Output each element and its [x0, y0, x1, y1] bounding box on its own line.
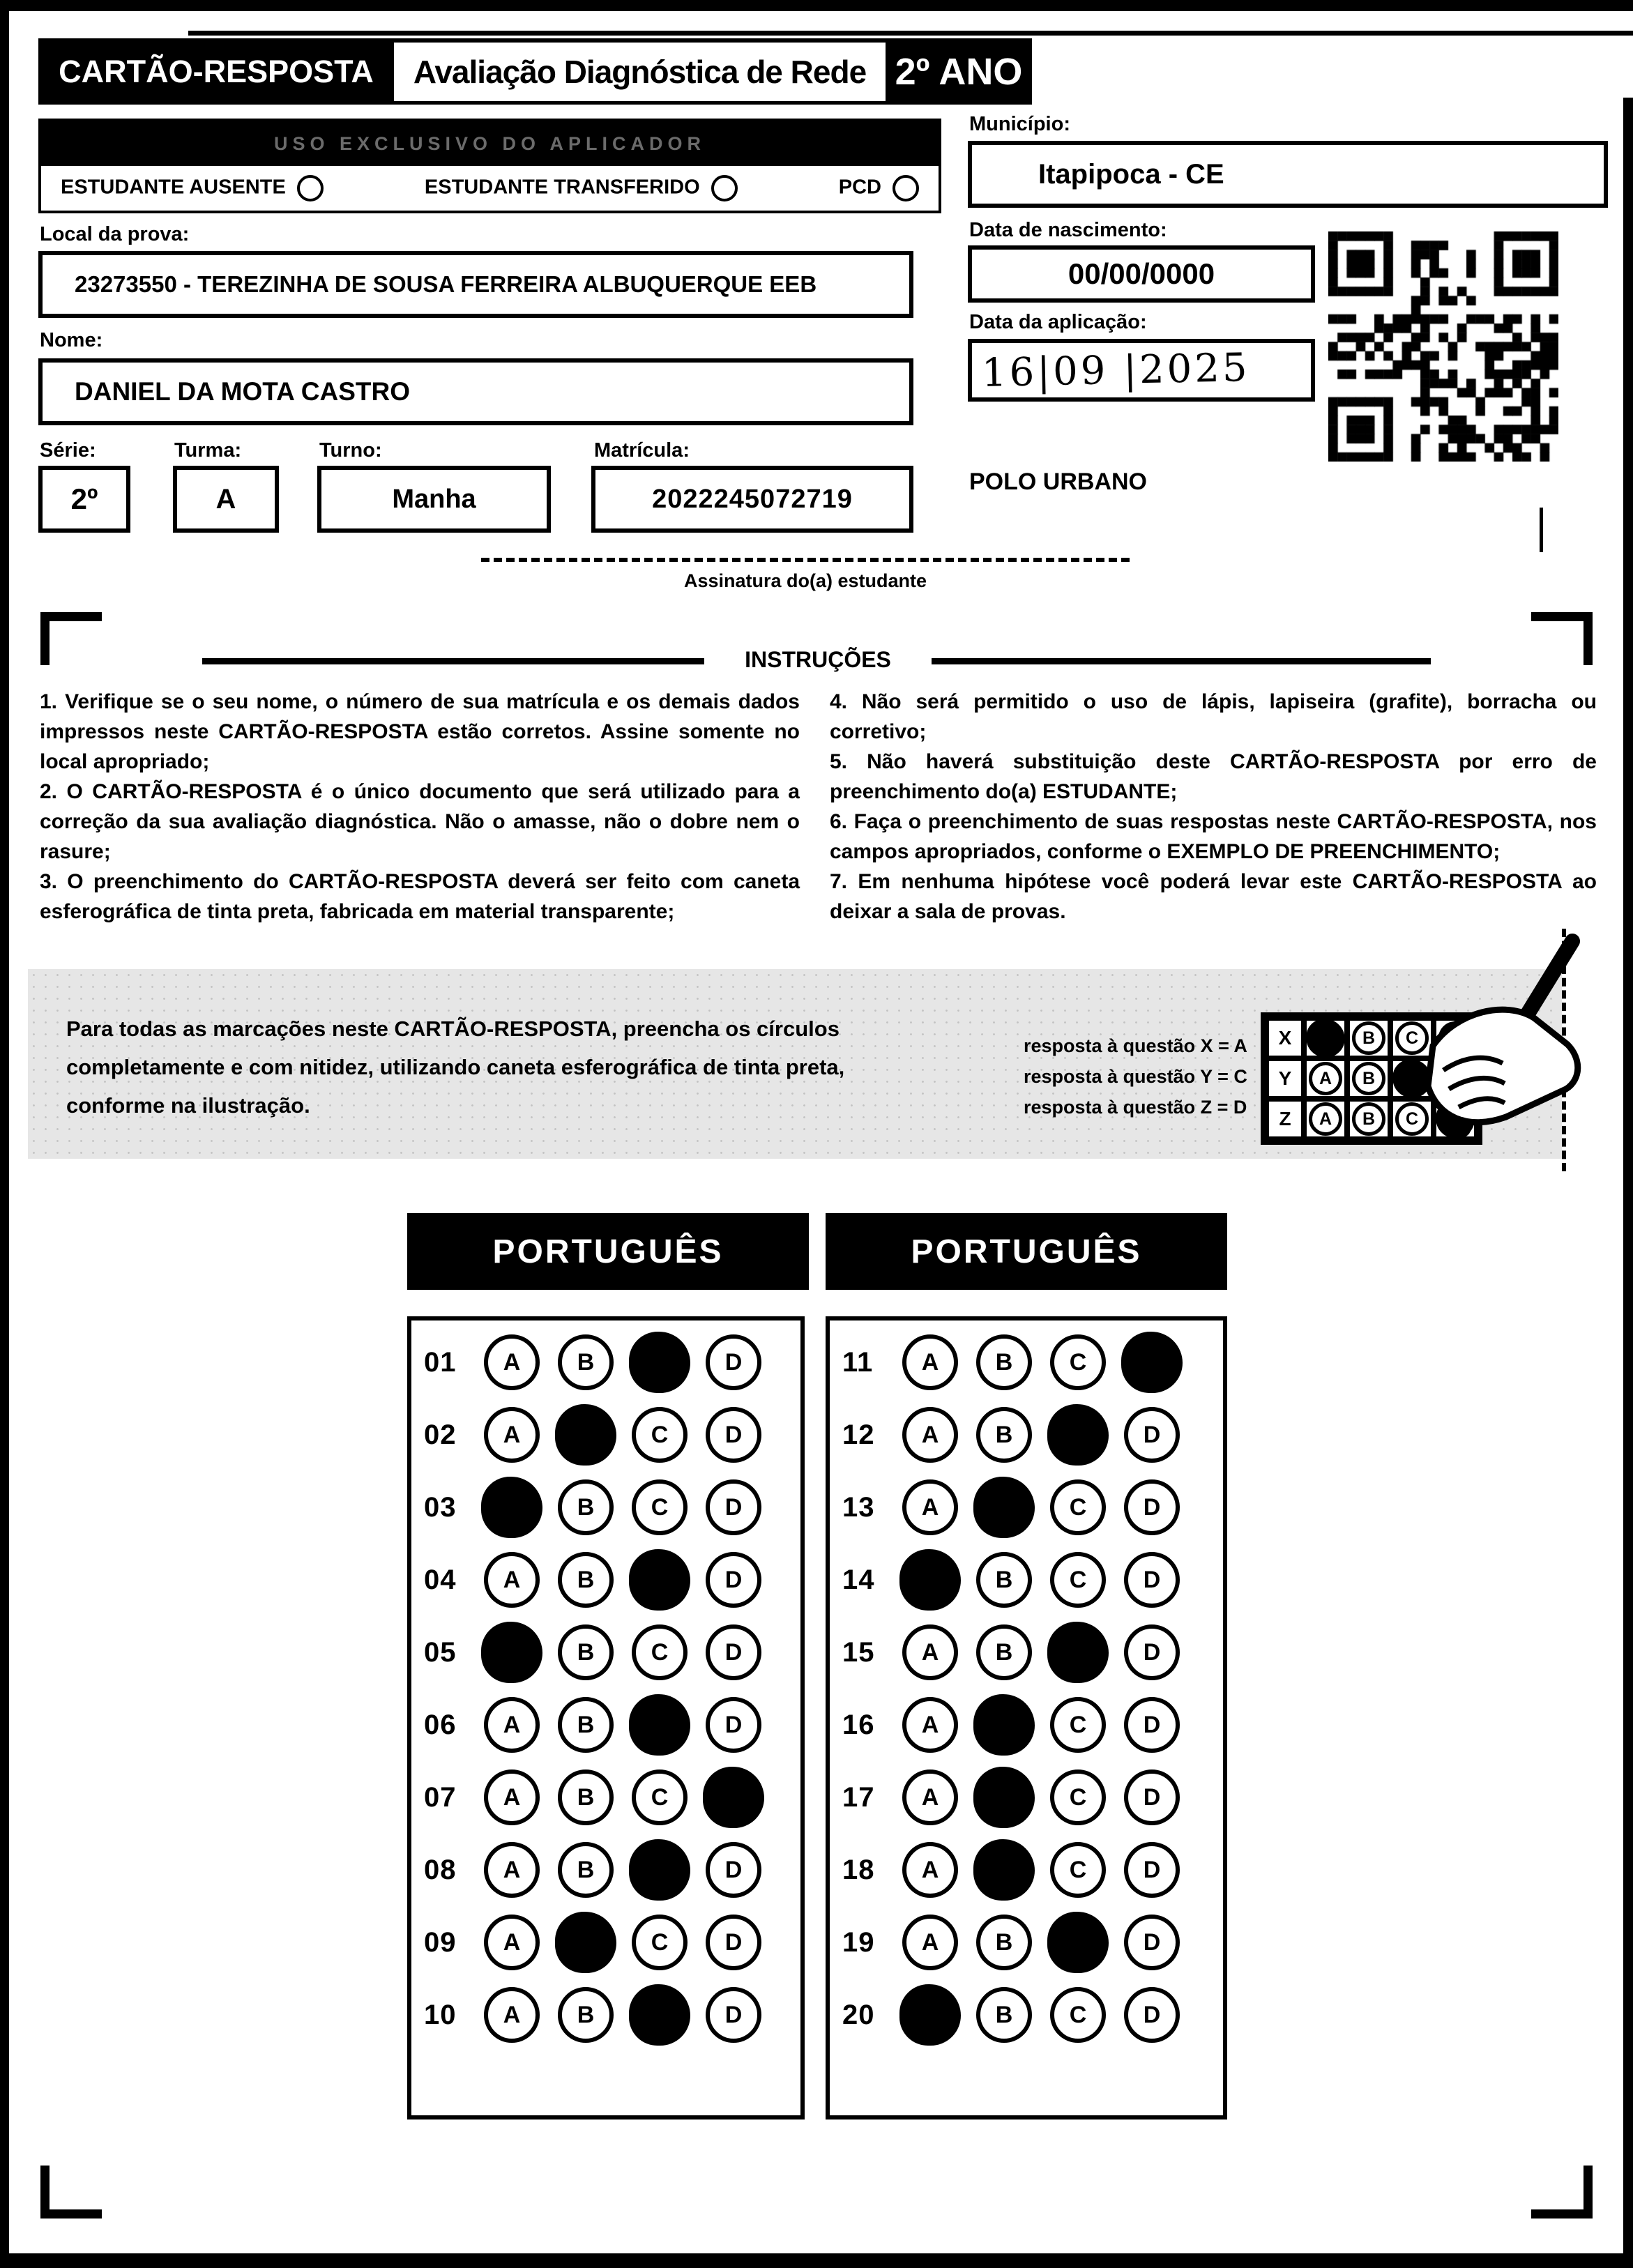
question-number: 09: [424, 1926, 457, 1958]
answer-bubble-12-A[interactable]: A: [902, 1407, 958, 1463]
answer-bubble-07-C[interactable]: C: [632, 1770, 688, 1825]
instructions-right-column: [830, 687, 1597, 927]
question-number: 04: [424, 1564, 457, 1595]
answer-bubble-09-D[interactable]: D: [706, 1915, 761, 1970]
answer-row-06: [411, 1689, 800, 1761]
answer-bubble-08-D[interactable]: D: [706, 1842, 761, 1898]
answer-bubble-16-C[interactable]: C: [1050, 1697, 1106, 1753]
aplicador-option-2: [839, 175, 919, 201]
answer-bubble-02-A[interactable]: A: [484, 1407, 540, 1463]
answer-bubble-filled-04-C[interactable]: [629, 1549, 690, 1611]
aplicador-box: [38, 119, 941, 213]
aplicacao-handwritten-date: 16|09 |2025: [981, 344, 1251, 396]
question-number: 18: [842, 1854, 875, 1885]
answer-bubble-filled-07-D[interactable]: [703, 1767, 764, 1828]
answer-row-07: [411, 1761, 800, 1834]
question-number: 13: [842, 1491, 875, 1523]
example-option-cell: [1304, 1099, 1347, 1139]
answer-bubble-09-A[interactable]: A: [484, 1915, 540, 1970]
instructions-left-column: [40, 687, 800, 927]
nascimento-label: Data de nascimento:: [969, 219, 1167, 241]
instruction-item: 4. Não será permitido o uso de lápis, lapiseira (grafite), borracha ou corretivo;: [830, 690, 1597, 743]
answer-bubble-filled-11-D[interactable]: [1121, 1332, 1183, 1393]
answer-bubble-05-B[interactable]: B: [558, 1624, 614, 1680]
answer-bubble-08-A[interactable]: A: [484, 1842, 540, 1898]
answer-bubble-filled-10-C[interactable]: [629, 1984, 690, 2046]
answer-bubble-02-D[interactable]: D: [706, 1407, 761, 1463]
question-number: 01: [424, 1346, 457, 1378]
answer-bubble-03-B[interactable]: B: [558, 1479, 614, 1535]
answer-row-10: [411, 1979, 800, 2051]
aplicador-options-row: [41, 166, 939, 211]
answer-bubble-16-A[interactable]: A: [902, 1697, 958, 1753]
answer-bubble-filled-05-A[interactable]: [481, 1622, 542, 1683]
answer-bubble-12-D[interactable]: D: [1124, 1407, 1180, 1463]
answer-bubble-13-A[interactable]: A: [902, 1479, 958, 1535]
answer-bubble-08-B[interactable]: B: [558, 1842, 614, 1898]
example-bubble: B: [1352, 1102, 1385, 1136]
answer-bubble-15-B[interactable]: B: [976, 1624, 1032, 1680]
section-header-portugues-2: PORTUGUÊS: [826, 1213, 1227, 1290]
answer-row-08: [411, 1834, 800, 1906]
answer-row-16: [830, 1689, 1223, 1761]
answer-bubble-05-D[interactable]: D: [706, 1624, 761, 1680]
answer-grid-questions-01-10: [407, 1316, 805, 2119]
turma-field: A: [173, 466, 279, 533]
answer-bubble-filled-18-B[interactable]: [973, 1839, 1035, 1901]
polo-label: POLO URBANO: [969, 469, 1147, 495]
answer-bubble-11-B[interactable]: B: [976, 1334, 1032, 1390]
question-number: 12: [842, 1419, 875, 1450]
aplicador-option-label: ESTUDANTE AUSENTE: [61, 176, 286, 199]
example-option-cell: [1347, 1058, 1390, 1099]
answer-bubble-17-A[interactable]: A: [902, 1770, 958, 1825]
answer-bubble-11-A[interactable]: A: [902, 1334, 958, 1390]
example-legend-line: resposta à questão Y = C: [1024, 1066, 1247, 1087]
answer-bubble-01-A[interactable]: A: [484, 1334, 540, 1390]
card-title: CARTÃO-RESPOSTA: [59, 53, 374, 89]
answer-bubble-filled-20-A[interactable]: [899, 1984, 961, 2046]
answer-bubble-19-D[interactable]: D: [1124, 1915, 1180, 1970]
answer-row-14: [830, 1544, 1223, 1616]
instruction-item: 2. O CARTÃO-RESPOSTA é o único documento que será utilizado para a correção da sua avaliação diagnóstica. Não o amasse, não o dobre nem o rasure;: [40, 780, 800, 863]
answer-bubble-14-C[interactable]: C: [1050, 1552, 1106, 1608]
answer-row-19: [830, 1906, 1223, 1979]
answer-bubble-09-C[interactable]: C: [632, 1915, 688, 1970]
example-legend: [1024, 1030, 1247, 1122]
example-question-label: Y: [1266, 1058, 1304, 1099]
question-number: 05: [424, 1636, 457, 1668]
answer-row-18: [830, 1834, 1223, 1906]
aplicador-option-circle[interactable]: [297, 175, 324, 201]
answer-row-11: [830, 1326, 1223, 1399]
example-legend-line: resposta à questão X = A: [1024, 1035, 1247, 1056]
corner-mark-top-left: [40, 612, 102, 665]
instructions-title: INSTRUÇÕES: [745, 647, 891, 672]
scan-edge-bottom: [0, 2253, 1633, 2268]
local-label: Local da prova:: [40, 223, 190, 245]
example-bubble-filled: [1306, 1019, 1344, 1057]
answer-bubble-filled-01-C[interactable]: [629, 1332, 690, 1393]
question-number: 15: [842, 1636, 875, 1668]
example-legend-line: resposta à questão Z = D: [1024, 1097, 1247, 1118]
answer-bubble-19-A[interactable]: A: [902, 1915, 958, 1970]
question-number: 10: [424, 1999, 457, 2030]
question-number: 02: [424, 1419, 457, 1450]
example-note: Para todas as marcações neste CARTÃO-RESPOSTA, preencha os círculos completamente e com nitidez, utilizando caneta esferográfica de tinta preta, conforme na ilustração.: [66, 1017, 845, 1118]
answer-bubble-filled-15-C[interactable]: [1047, 1622, 1109, 1683]
answer-row-01: [411, 1326, 800, 1399]
aplicacao-field[interactable]: [968, 339, 1315, 402]
scan-artifact-tick: [1540, 508, 1543, 552]
scan-edge-top: [0, 0, 1633, 11]
answer-bubble-17-D[interactable]: D: [1124, 1770, 1180, 1825]
question-number: 11: [842, 1346, 874, 1378]
answer-bubble-04-B[interactable]: B: [558, 1552, 614, 1608]
answer-bubble-01-D[interactable]: D: [706, 1334, 761, 1390]
signature-label: Assinatura do(a) estudante: [683, 570, 927, 591]
question-number: 14: [842, 1564, 875, 1595]
aplicador-option-label: PCD: [838, 176, 881, 199]
question-number: 16: [842, 1709, 875, 1740]
answer-bubble-18-D[interactable]: D: [1124, 1842, 1180, 1898]
answer-bubble-filled-12-C[interactable]: [1047, 1404, 1109, 1466]
example-bubble: B: [1352, 1062, 1385, 1095]
nascimento-field: 00/00/0000: [968, 245, 1315, 303]
answer-bubble-19-B[interactable]: B: [976, 1915, 1032, 1970]
serie-field: 2º: [38, 466, 130, 533]
answer-bubble-14-D[interactable]: D: [1124, 1552, 1180, 1608]
corner-mark-bottom-left: [40, 2166, 102, 2218]
answer-bubble-04-A[interactable]: A: [484, 1552, 540, 1608]
turno-field: Manha: [317, 466, 551, 533]
scan-edge-right: [1623, 98, 1633, 2268]
instruction-item: 5. Não haverá substituição deste CARTÃO-RESPOSTA por erro de preenchimento do(a) ESTUDANTE;: [830, 750, 1597, 803]
exam-title: Avaliação Diagnóstica de Rede: [394, 43, 886, 101]
answer-row-20: [830, 1979, 1223, 2051]
municipio-field: Itapipoca - CE: [968, 141, 1608, 208]
hand-with-pen-illustration: [1395, 927, 1604, 1171]
answer-bubble-20-D[interactable]: D: [1124, 1987, 1180, 2043]
aplicador-option-label: ESTUDANTE TRANSFERIDO: [424, 176, 700, 199]
example-question-label: Z: [1266, 1099, 1304, 1139]
answer-bubble-18-A[interactable]: A: [902, 1842, 958, 1898]
turma-label: Turma:: [174, 439, 242, 462]
answer-row-02: [411, 1399, 800, 1471]
answer-row-13: [830, 1471, 1223, 1544]
matricula-field: 2022245072719: [591, 466, 913, 533]
aplicador-band-label: USO EXCLUSIVO DO APLICADOR: [273, 132, 706, 154]
answer-bubble-13-C[interactable]: C: [1050, 1479, 1106, 1535]
answer-bubble-filled-17-B[interactable]: [973, 1767, 1035, 1828]
instructions-rule-left: [202, 658, 704, 664]
answer-grid-questions-11-20: [826, 1316, 1227, 2119]
example-option-cell: [1304, 1058, 1347, 1099]
aplicacao-label: Data da aplicação:: [969, 311, 1147, 333]
question-number: 06: [424, 1709, 457, 1740]
answer-row-05: [411, 1616, 800, 1689]
instructions-rule-right: [932, 658, 1431, 664]
answer-row-09: [411, 1906, 800, 1979]
scan-edge-left: [0, 0, 9, 2268]
example-bubble: A: [1309, 1062, 1342, 1095]
scan-streak: [188, 31, 1633, 36]
signature-line[interactable]: [481, 558, 1130, 562]
example-option-cell: [1347, 1018, 1390, 1058]
example-bubble: C: [1395, 1102, 1429, 1136]
answer-bubble-05-C[interactable]: C: [632, 1624, 688, 1680]
answer-bubble-03-D[interactable]: D: [706, 1479, 761, 1535]
answer-bubble-filled-08-C[interactable]: [629, 1839, 690, 1901]
instruction-item: 7. Em nenhuma hipótese você poderá levar este CARTÃO-RESPOSTA ao deixar a sala de provas.: [830, 870, 1597, 923]
instruction-item: 6. Faça o preenchimento de suas respostas neste CARTÃO-RESPOSTA, nos campos apropriados, conforme o EXEMPLO DE PREENCHIMENTO;: [830, 810, 1597, 863]
answer-bubble-07-A[interactable]: A: [484, 1770, 540, 1825]
answer-bubble-17-C[interactable]: C: [1050, 1770, 1106, 1825]
answer-bubble-07-B[interactable]: B: [558, 1770, 614, 1825]
example-bubble: C: [1395, 1021, 1429, 1055]
question-number: 07: [424, 1781, 457, 1813]
aplicador-option-1: [425, 175, 738, 201]
nome-field: DANIEL DA MOTA CASTRO: [38, 358, 913, 425]
answer-bubble-10-A[interactable]: A: [484, 1987, 540, 2043]
answer-bubble-filled-14-A[interactable]: [899, 1549, 961, 1611]
example-option-cell: [1347, 1099, 1390, 1139]
answer-bubble-filled-06-C[interactable]: [629, 1694, 690, 1756]
qr-code: [1328, 231, 1558, 462]
answer-bubble-10-D[interactable]: D: [706, 1987, 761, 2043]
aplicador-option-circle[interactable]: [893, 175, 919, 201]
answer-bubble-14-B[interactable]: B: [976, 1552, 1032, 1608]
answer-bubble-01-B[interactable]: B: [558, 1334, 614, 1390]
answer-bubble-10-B[interactable]: B: [558, 1987, 614, 2043]
answer-bubble-04-D[interactable]: D: [706, 1552, 761, 1608]
example-option-cell: [1304, 1018, 1347, 1058]
answer-bubble-03-C[interactable]: C: [632, 1479, 688, 1535]
answer-row-12: [830, 1399, 1223, 1471]
example-bubble: A: [1309, 1102, 1342, 1136]
answer-bubble-16-D[interactable]: D: [1124, 1697, 1180, 1753]
question-number: 17: [842, 1781, 875, 1813]
answer-bubble-filled-13-B[interactable]: [973, 1477, 1035, 1538]
answer-bubble-06-D[interactable]: D: [706, 1697, 761, 1753]
answer-bubble-18-C[interactable]: C: [1050, 1842, 1106, 1898]
answer-bubble-filled-02-B[interactable]: [555, 1404, 616, 1466]
answer-row-15: [830, 1616, 1223, 1689]
turno-label: Turno:: [319, 439, 382, 462]
serie-label: Série:: [40, 439, 96, 462]
question-number: 20: [842, 1999, 875, 2030]
answer-row-03: [411, 1471, 800, 1544]
municipio-label: Município:: [969, 113, 1070, 135]
answer-bubble-filled-03-A[interactable]: [481, 1477, 542, 1538]
corner-mark-bottom-right: [1531, 2166, 1593, 2218]
answer-bubble-15-A[interactable]: A: [902, 1624, 958, 1680]
answer-bubble-02-C[interactable]: C: [632, 1407, 688, 1463]
question-number: 19: [842, 1926, 875, 1958]
question-number: 03: [424, 1491, 457, 1523]
answer-bubble-filled-19-C[interactable]: [1047, 1912, 1109, 1973]
answer-bubble-06-A[interactable]: A: [484, 1697, 540, 1753]
answer-bubble-12-B[interactable]: B: [976, 1407, 1032, 1463]
grade-badge: 2º ANO: [895, 50, 1023, 93]
answer-row-17: [830, 1761, 1223, 1834]
section-header-portugues-1: PORTUGUÊS: [407, 1213, 809, 1290]
answer-bubble-13-D[interactable]: D: [1124, 1479, 1180, 1535]
answer-bubble-20-B[interactable]: B: [976, 1987, 1032, 2043]
instruction-item: 3. O preenchimento do CARTÃO-RESPOSTA deverá ser feito com caneta esferográfica de tinta preta, fabricada em material transparente;: [40, 870, 800, 923]
answer-bubble-filled-16-B[interactable]: [973, 1694, 1035, 1756]
answer-bubble-06-B[interactable]: B: [558, 1697, 614, 1753]
question-number: 08: [424, 1854, 457, 1885]
example-question-label: X: [1266, 1018, 1304, 1058]
answer-bubble-filled-09-B[interactable]: [555, 1912, 616, 1973]
answer-bubble-15-D[interactable]: D: [1124, 1624, 1180, 1680]
corner-mark-top-right: [1531, 612, 1593, 665]
answer-bubble-20-C[interactable]: C: [1050, 1987, 1106, 2043]
aplicador-option-0: [61, 175, 324, 201]
answer-row-04: [411, 1544, 800, 1616]
answer-bubble-11-C[interactable]: C: [1050, 1334, 1106, 1390]
matricula-label: Matrícula:: [594, 439, 690, 462]
example-bubble: B: [1352, 1021, 1385, 1055]
instruction-item: 1. Verifique se o seu nome, o número de sua matrícula e os demais dados impressos neste CARTÃO-RESPOSTA estão corretos. Assine somente no local apropriado;: [40, 690, 800, 773]
local-field: 23273550 - TEREZINHA DE SOUSA FERREIRA ALBUQUERQUE EEB: [38, 251, 913, 318]
nome-label: Nome:: [40, 329, 103, 351]
aplicador-option-circle[interactable]: [711, 175, 738, 201]
